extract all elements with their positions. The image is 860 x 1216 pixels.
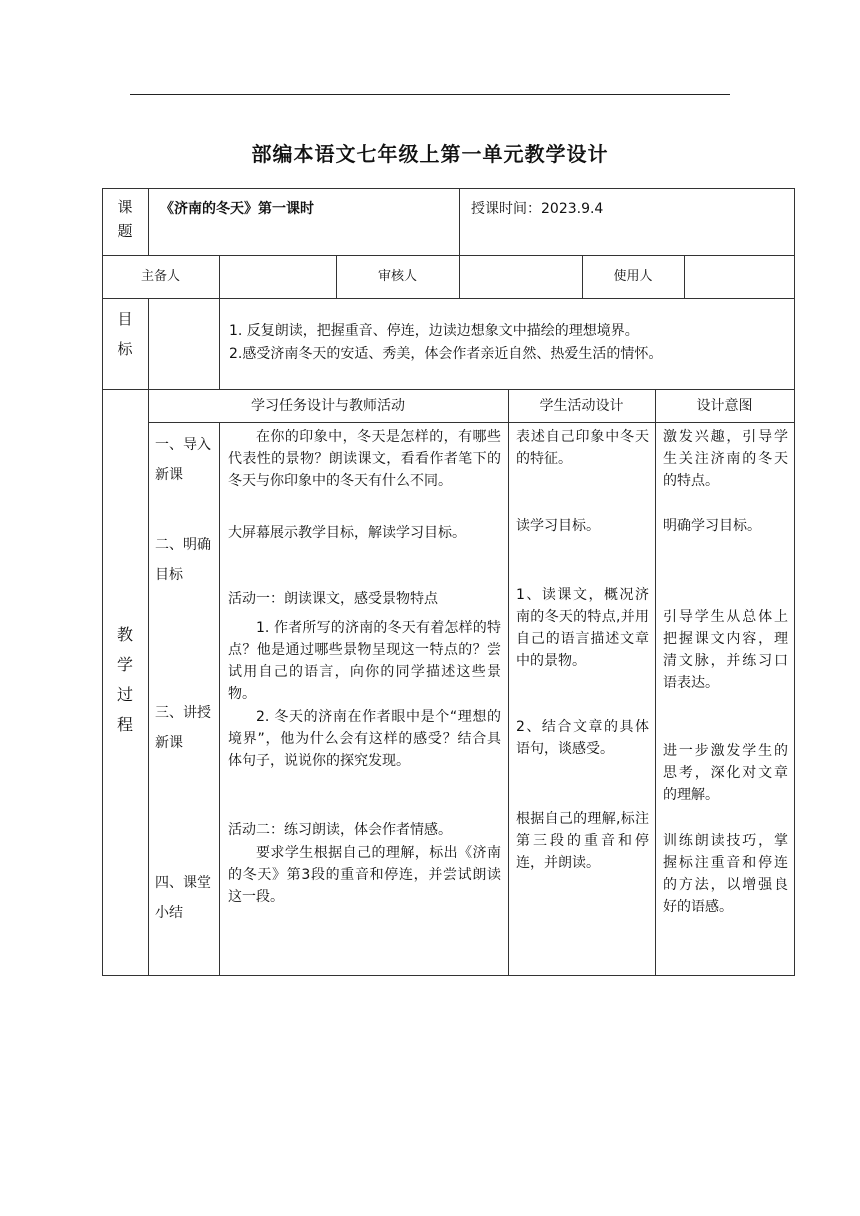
- teacher-goals: 大屏幕展示教学目标，解读学习目标。: [228, 525, 466, 541]
- process-label: 教学过程: [116, 625, 133, 734]
- activity-2-body: 要求学生根据自己的理解，标出《济南的冬天》第3段的重音和停连，并尝试朗读这一段。: [228, 845, 501, 905]
- intent-2: 明确学习目标。: [663, 518, 761, 534]
- goals-label: 目标: [117, 310, 133, 358]
- goal-item-1: 1. 反复朗读，把握重音、停连，边读边想象文中描绘的理想境界。: [229, 323, 639, 339]
- user-label: 使用人: [613, 269, 653, 284]
- teacher-intro: 在你的印象中，冬天是怎样的，有哪些代表性的景物？朗读课文，看看作者笔下的冬天与你印象中的冬天有什么不同。: [228, 429, 501, 489]
- preparer-label: 主备人: [140, 269, 180, 284]
- lesson-time: 授课时间：2023.9.4: [471, 201, 604, 217]
- intent-1: 激发兴趣，引导学生关注济南的冬天的特点。: [663, 429, 788, 489]
- reviewer-label: 审核人: [377, 269, 417, 284]
- goal-item-2: 2.感受济南冬天的安适、秀美，体会作者亲近自然、热爱生活的情怀。: [229, 346, 663, 362]
- lesson-label: 课题: [117, 198, 133, 240]
- col-header-teacher: 学习任务设计与教师活动: [251, 398, 405, 414]
- col-header-student: 学生活动设计: [539, 398, 624, 414]
- stage-goals: 二、明确目标: [155, 537, 211, 583]
- activity-1-question-2: 2. 冬天的济南在作者眼中是个“理想的境界”，他为什么会有这样的感受？结合具体句子，说说你的探究发现。: [228, 709, 501, 769]
- header-rule: [130, 94, 730, 95]
- intent-5: 训练朗读技巧，掌握标注重音和停连的方法，以增强良好的语感。: [663, 833, 788, 915]
- goals-list: [229, 320, 789, 366]
- stage-summary: 四、课堂小结: [155, 875, 211, 921]
- document-title: 部编本语文七年级上第一单元教学设计: [251, 142, 609, 166]
- col-header-intent: 设计意图: [696, 398, 753, 414]
- student-activity-1: 表述自己印象中冬天的特征。: [516, 429, 649, 467]
- stage-lecture: 三、讲授新课: [155, 705, 211, 751]
- intent-4: 进一步激发学生的思考，深化对文章的理解。: [663, 743, 788, 803]
- student-activity-3: 1、读课文，概况济南的冬天的特点,并用自己的语言描述文章中的景物。: [516, 587, 649, 669]
- lesson-title: 《济南的冬天》第一课时: [160, 201, 314, 217]
- student-activity-4: 2、结合文章的具体语句，谈感受。: [516, 719, 649, 757]
- activity-2-title: 活动二：练习朗读，体会作者情感。: [228, 822, 452, 838]
- student-activity-5: 根据自己的理解,标注第三段的重音和停连，并朗读。: [516, 811, 649, 871]
- student-activity-2: 读学习目标。: [516, 518, 600, 534]
- activity-1-question-1: 1. 作者所写的济南的冬天有着怎样的特点？他是通过哪些景物呈现这一特点的？尝试用自己的语言，向你的同学描述这些景物。: [228, 620, 501, 702]
- activity-1-title: 活动一：朗读课文，感受景物特点: [228, 591, 438, 607]
- stage-intro: 一、导入新课: [155, 437, 211, 483]
- intent-3: 引导学生从总体上把握课文内容，理清文脉，并练习口语表达。: [663, 609, 788, 691]
